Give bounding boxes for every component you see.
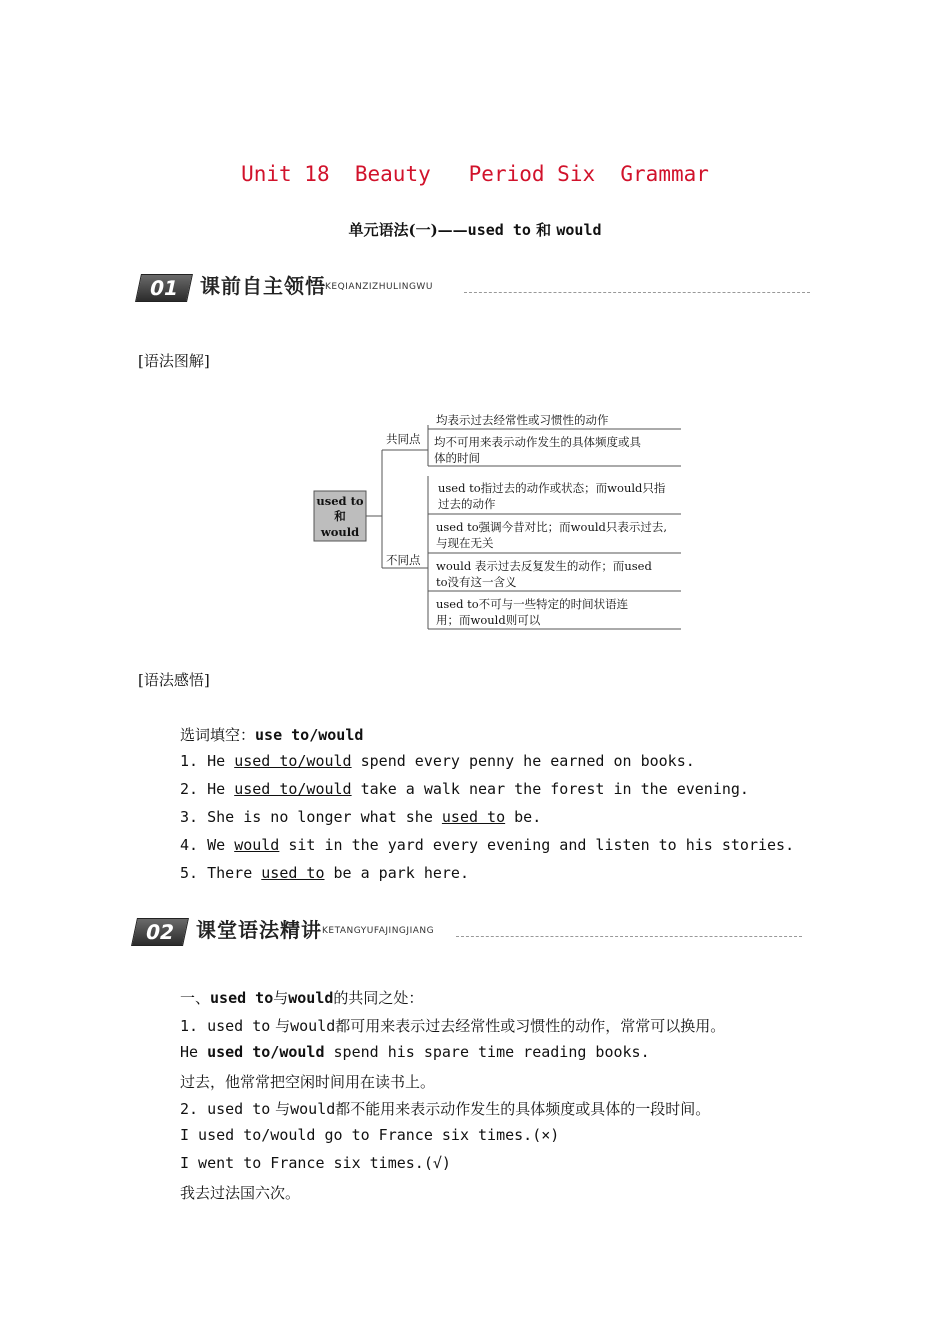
heading-mid: 与 bbox=[273, 989, 289, 1007]
exercise-item-answer: would bbox=[234, 836, 280, 854]
exercise-item-pre: 1. He bbox=[180, 752, 235, 770]
point-number: 2. bbox=[180, 1100, 208, 1118]
banner-title: 课堂语法精讲 bbox=[196, 918, 322, 942]
example-sentence bbox=[180, 1043, 650, 1061]
exercise-item bbox=[180, 780, 749, 798]
exercise-item-post: spend every penny he earned on books. bbox=[351, 752, 695, 770]
example-post: spend his spare time reading books. bbox=[324, 1043, 650, 1061]
exercise-item-pre: 3. She is no longer what she bbox=[180, 808, 442, 826]
diagram-center-line: would bbox=[320, 525, 360, 539]
point-text: 都不能用来表示动作发生的具体频度或具体的一段时间。 bbox=[335, 1100, 711, 1118]
diagram-center-line: used to bbox=[316, 494, 364, 508]
exercise-prompt bbox=[180, 724, 363, 745]
point-term: used to bbox=[207, 1017, 271, 1035]
diagram-common-item: 体的时间 bbox=[434, 451, 480, 465]
exercise-prompt-words: use to/would bbox=[255, 726, 364, 744]
subtitle-would: would bbox=[556, 221, 602, 239]
heading-suffix: 的共同之处： bbox=[333, 989, 424, 1007]
subtitle-used-to: used to bbox=[467, 221, 531, 239]
exercise-item-answer: used to/would bbox=[234, 780, 352, 798]
exercise-item-answer: used to bbox=[441, 808, 506, 826]
exercise-item-post: be a park here. bbox=[324, 864, 469, 882]
diagram-common-items bbox=[428, 413, 681, 466]
diagram-common-label: 共同点 bbox=[386, 432, 421, 446]
exercise-item bbox=[180, 752, 695, 770]
point-term: used to bbox=[207, 1100, 271, 1118]
exercise-prompt-cn: 选词填空： bbox=[180, 726, 256, 744]
exercise-item bbox=[180, 808, 541, 826]
section-banner-02 bbox=[134, 912, 802, 952]
exercise-item-answer: used to bbox=[261, 864, 325, 882]
diagram-diff-items bbox=[428, 481, 681, 629]
diagram-diff-item: 过去的动作 bbox=[438, 497, 496, 511]
banner-dashed-rule bbox=[456, 936, 802, 937]
diagram-diff-label: 不同点 bbox=[386, 553, 421, 567]
section-label-grammar-diagram: [语法图解] bbox=[138, 352, 210, 370]
banner-number-badge: 02 bbox=[131, 918, 189, 946]
heading-prefix: 一、 bbox=[180, 989, 211, 1007]
point-connector: 与 bbox=[275, 1100, 291, 1118]
point-number: 1. bbox=[180, 1017, 208, 1035]
exercise-item-post: sit in the yard every evening and listen to his stories. bbox=[279, 836, 795, 854]
heading-used-to: used to bbox=[210, 989, 274, 1007]
page-title: Unit 18 Beauty Period Six Grammar bbox=[241, 162, 709, 186]
section-banner-01 bbox=[138, 268, 810, 308]
example-translation: 过去，他常常把空闲时间用在读书上。 bbox=[180, 1073, 436, 1091]
diagram-center-node bbox=[314, 491, 366, 541]
example-translation: 我去过法国六次。 bbox=[180, 1184, 301, 1202]
example-bold: used to/would bbox=[207, 1043, 325, 1061]
exercise-item bbox=[180, 836, 794, 854]
exercise-item-pre: 2. He bbox=[180, 780, 235, 798]
point-text: 都可用来表示过去经常性或习惯性的动作，常常可以换用。 bbox=[335, 1017, 726, 1035]
diagram-center-line: 和 bbox=[334, 509, 346, 523]
banner-dashed-rule bbox=[464, 292, 810, 293]
subtitle-cn: 单元语法(一)—— bbox=[348, 221, 468, 239]
explanation-point-1 bbox=[180, 1015, 725, 1036]
diagram-common-item: 均不可用来表示动作发生的具体频度或具 bbox=[434, 435, 641, 449]
explanation-point-2 bbox=[180, 1098, 710, 1119]
point-term: would bbox=[290, 1100, 336, 1118]
diagram-diff-item: used to指过去的动作或状态；而would只指 bbox=[438, 481, 666, 495]
exercise-item-pre: 4. We bbox=[180, 836, 235, 854]
banner-number-badge: 01 bbox=[135, 274, 193, 302]
subtitle-he: 和 bbox=[536, 221, 552, 239]
exercise-item-post: take a walk near the forest in the evening. bbox=[351, 780, 749, 798]
diagram-diff-item: used to不可与一些特定的时间状语连 bbox=[436, 597, 629, 611]
diagram-diff-item: 与现在无关 bbox=[436, 536, 494, 550]
exercise-item-post: be. bbox=[505, 808, 542, 826]
point-term: would bbox=[290, 1017, 336, 1035]
banner-title: 课前自主领悟 bbox=[200, 274, 326, 298]
example-pre: He bbox=[180, 1043, 208, 1061]
grammar-mind-map bbox=[310, 405, 690, 635]
point-connector: 与 bbox=[275, 1017, 291, 1035]
example-sentence-wrong: I used to/would go to France six times.(×) bbox=[180, 1126, 560, 1144]
explanation-heading bbox=[180, 987, 423, 1008]
diagram-diff-item: to没有这一含义 bbox=[436, 575, 517, 589]
exercise-item-pre: 5. There bbox=[180, 864, 262, 882]
diagram-diff-item: used to强调今昔对比；而would只表示过去, bbox=[436, 520, 668, 534]
banner-pinyin: KEQIANZIZHULINGWU bbox=[325, 282, 433, 292]
exercise-item bbox=[180, 864, 469, 882]
section-label-grammar-sense: [语法感悟] bbox=[138, 671, 210, 689]
banner-pinyin: KETANGYUFAJINGJIANG bbox=[322, 926, 435, 936]
diagram-diff-item: 用；而would则可以 bbox=[436, 613, 541, 627]
diagram-diff-item: would 表示过去反复发生的动作；而used bbox=[436, 559, 652, 573]
diagram-connectors bbox=[366, 425, 428, 629]
diagram-common-item: 均表示过去经常性或习惯性的动作 bbox=[436, 413, 609, 427]
example-sentence-right: I went to France six times.(√) bbox=[180, 1154, 451, 1172]
heading-would: would bbox=[288, 989, 334, 1007]
exercise-item-answer: used to/would bbox=[234, 752, 352, 770]
page-subtitle bbox=[0, 219, 950, 240]
